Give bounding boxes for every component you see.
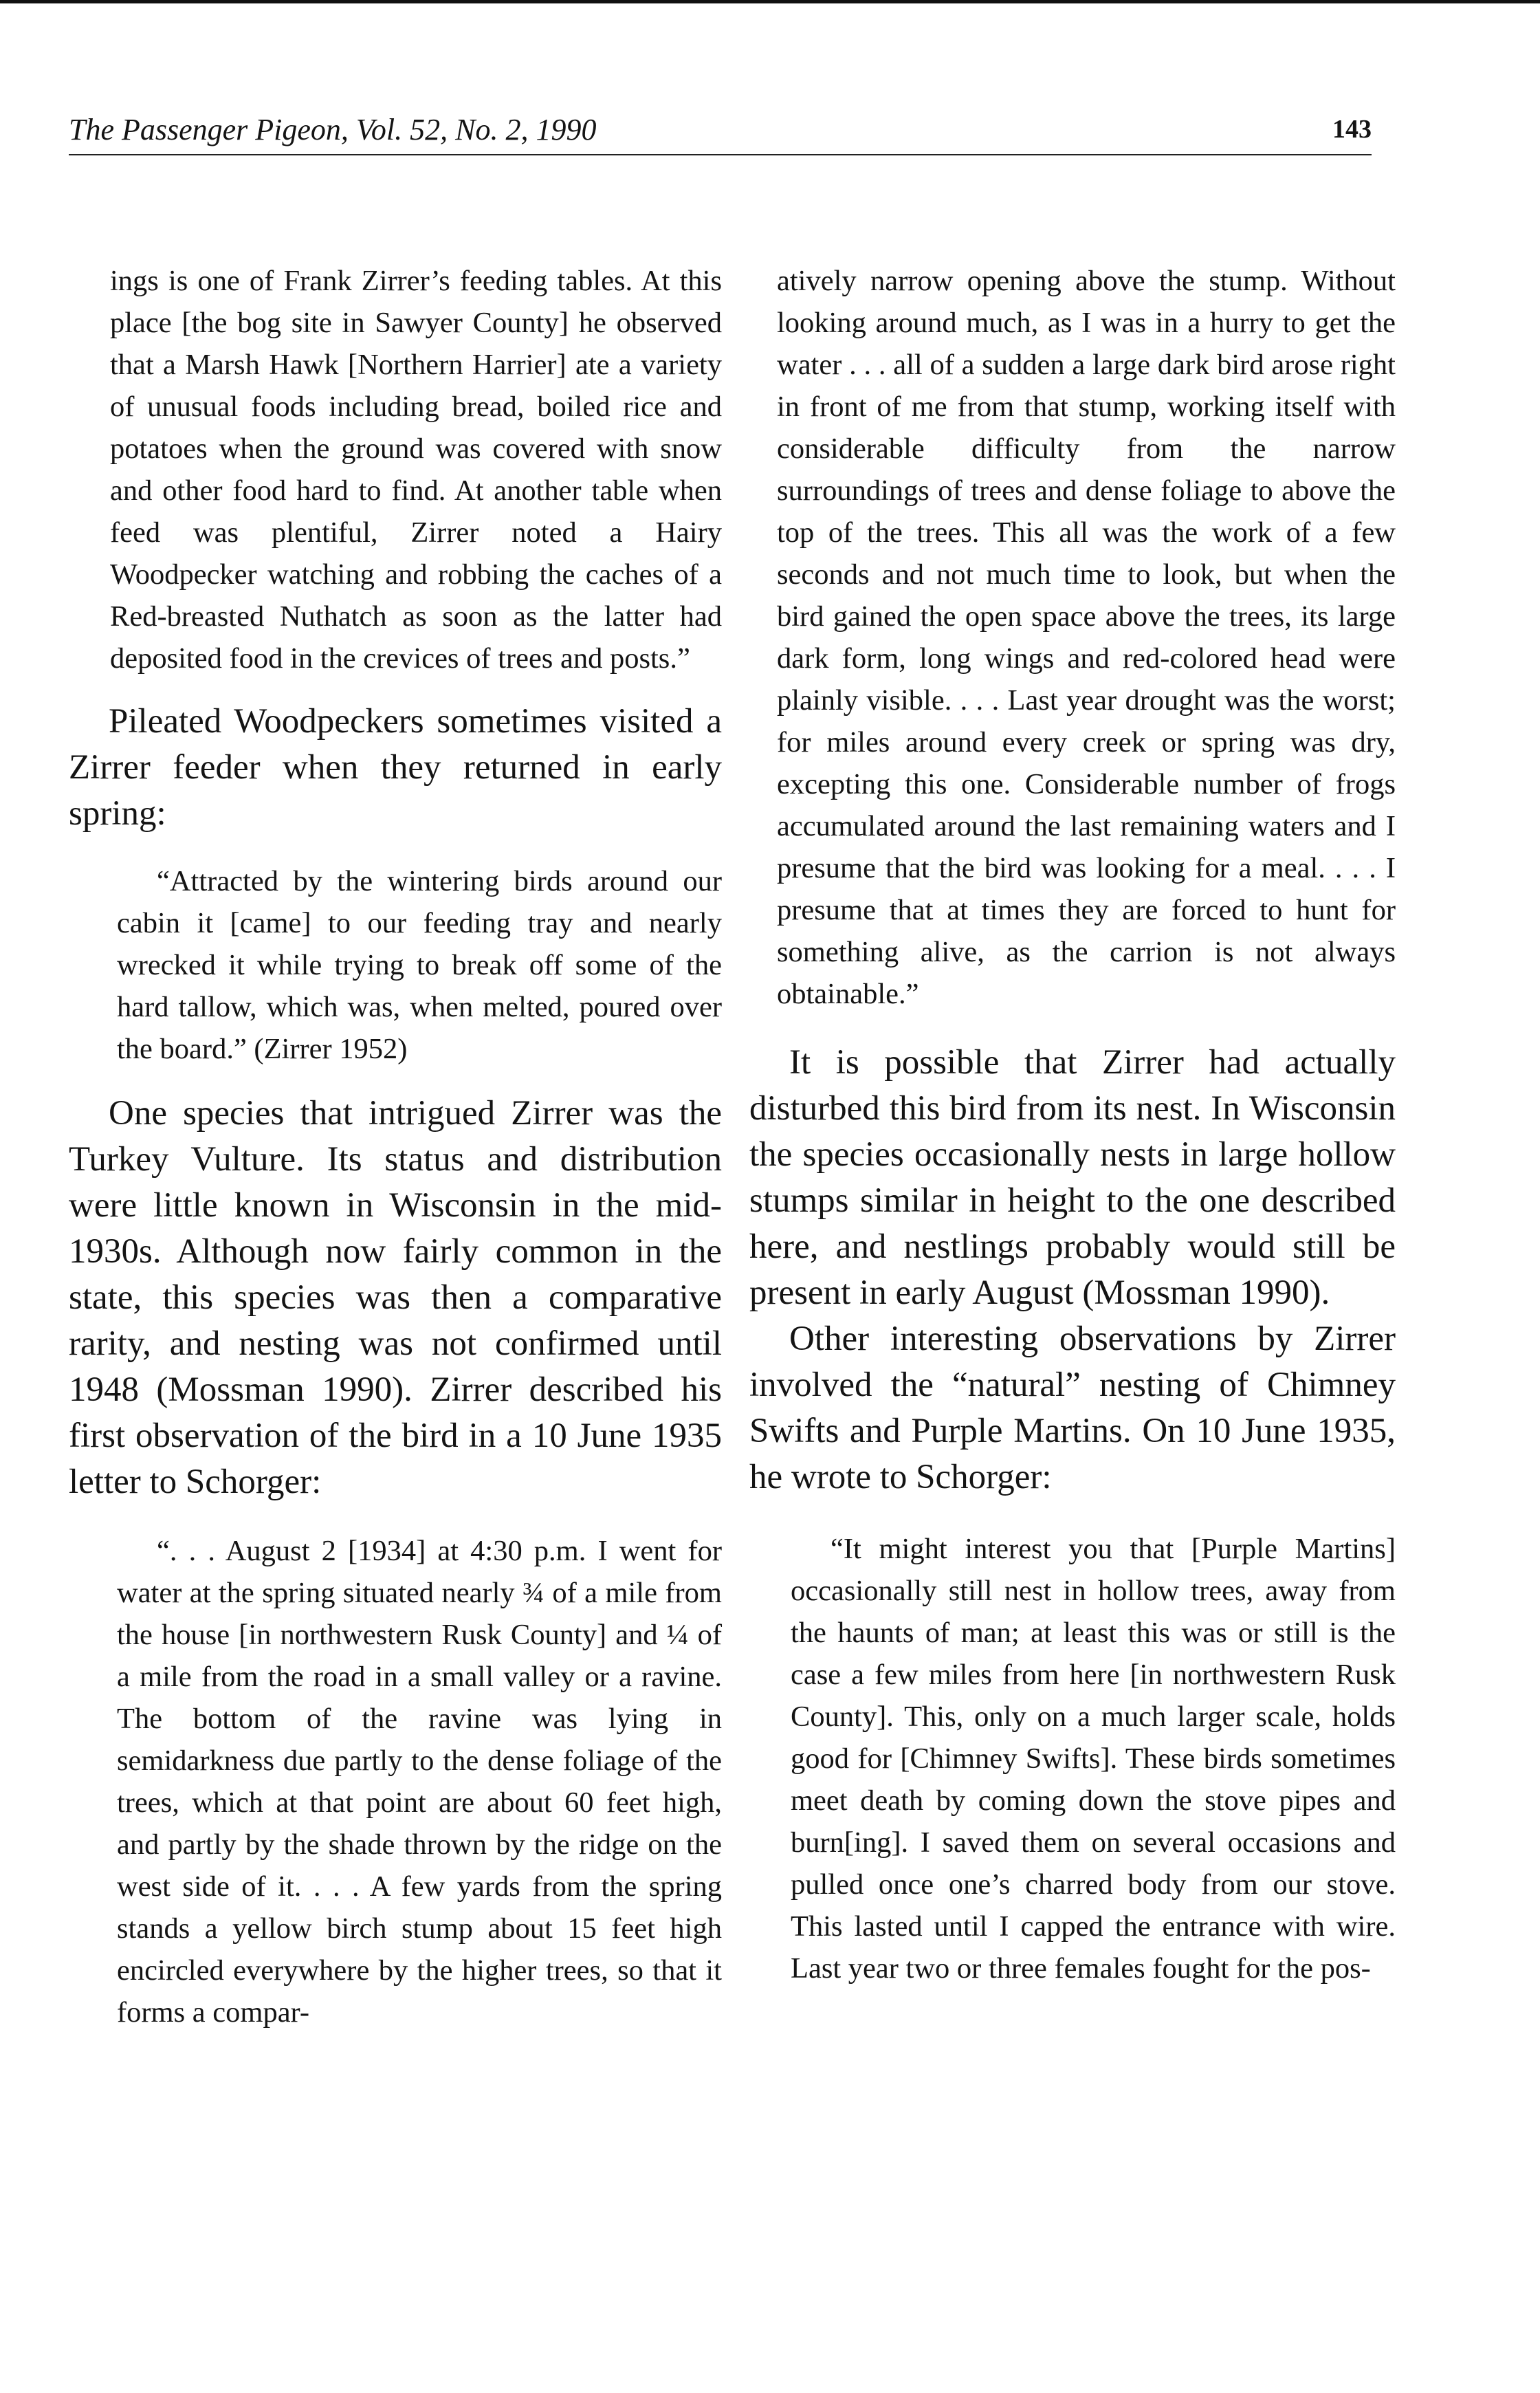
running-header — [69, 113, 1372, 155]
page-number: 143 — [1332, 115, 1372, 144]
quote-purple-martins: “It might interest you that [Purple Martins] occasionally still nest in hollow trees, away from the haunts of man; at least this was or still is the case a few miles from here [in northwestern Rusk County]. This, only on a much larger scale, holds good for [Chimney Swifts]. These birds sometimes meet death by coming down the stove pipes and burn[ing]. I saved them on several occasions and pulled once one’s charred body from our stove. This lasted until I capped the entrance with wire. Last year two or three females fought for the pos- — [791, 1533, 1396, 1985]
quote-vulture-continued: atively narrow opening above the stump. Without looking around much, as I was in a hurry to get the water . . . all of a sudden a large dark bird arose right in front of me from that stump, working itself with considerable difficulty from the narrow surroundings of trees and dense foliage to above the top of the trees. This all was the work of a few seconds and not much time to look, but when the bird gained the open space above the trees, its large dark form, long wings and red-colored head were plainly visible. . . . Last year drought was the worst; for miles around every creek or spring was dry, excepting this one. Considerable number of frogs accumulated around the last remaining waters and I presume that the bird was looking for a meal. . . . I presume that at times they are forced to hunt for something alive, as the carrion is not always obtainable.” — [777, 265, 1396, 1010]
paragraph-turkey-vulture: One species that intrigued Zirrer was the Turkey Vulture. Its status and distribution were little known in Wisconsin in the mid-1930s. Although now fairly common in the state, this species was then a comparative rarity, and nesting was not confirmed until 1948 (Mossman 1990). Zirrer described his first observation of the bird in a 10 June 1935 letter to Schorger: — [69, 1094, 722, 1501]
right-column — [749, 260, 1396, 1989]
quote-august-1934: “. . . August 2 [1934] at 4:30 p.m. I went for water at the spring situated nearly ¾ of a mile from the house [in northwestern Rusk County] and ¼ of a mile from the road in a small valley or a ravine. The bottom of the ravine was lying in semidarkness due partly to the dense foliage of the trees, which at that point are about 60 feet high, and partly by the shade thrown by the ridge on the west side of it. . . . A few yards from the spring stands a yellow birch stump about 15 feet high encircled everywhere by the higher trees, so that it forms a compar- — [117, 1535, 722, 2029]
top-border-rule — [0, 0, 1540, 3]
paragraph-swifts-martins: Other interesting observations by Zirrer involved the “natural” nesting of Chimney Swifts and Purple Martins. On 10 June 1935, he wrote to Schorger: — [749, 1320, 1396, 1496]
paragraph-pileated-woodpeckers: Pileated Woodpeckers sometimes visited a Zirrer feeder when they returned in early spring: — [69, 702, 722, 833]
paragraph-nest-disturbed: It is possible that Zirrer had actually disturbed this bird from its nest. In Wisconsin the species occasionally nests in large hollow stumps similar in height to the one described here, and nestlings probably would still be present in early August (Mossman 1990). — [749, 1043, 1396, 1312]
journal-title: The Passenger Pigeon, Vol. 52, No. 2, 1990 — [69, 113, 597, 146]
quote-zirrer-1952: “Attracted by the wintering birds around our cabin it [came] to our feeding tray and nearly wrecked it while trying to break off some of the hard tallow, which was, when melted, poured over the board.” (Zirrer 1952) — [117, 865, 722, 1065]
left-column — [69, 260, 722, 2033]
quote-feeding-tables: ings is one of Frank Zirrer’s feeding tables. At this place [the bog site in Sawyer County] he observed that a Marsh Hawk [Northern Harrier] ate a variety of unusual foods including bread, boiled rice and potatoes when the ground was covered with snow and other food hard to find. At another table when feed was plentiful, Zirrer noted a Hairy Woodpecker watching and robbing the caches of a Red-breasted Nuthatch as soon as the latter had deposited food in the crevices of trees and posts.” — [110, 265, 722, 675]
